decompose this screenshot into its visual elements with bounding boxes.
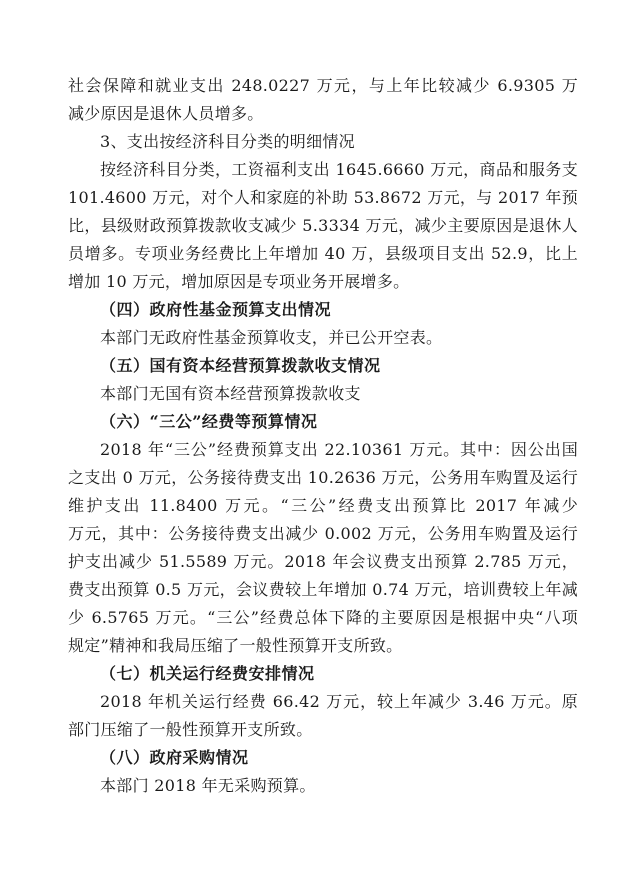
section-heading: （四）政府性基金预算支出情况 — [100, 300, 332, 319]
paragraph-line: 维护支出 11.8400 万元。“三公”经费支出预算比 2017 年减少 — [68, 496, 578, 515]
paragraph-line: 2018 年“三公”经费预算支出 22.10361 万元。其中：因公出国 — [100, 440, 578, 459]
paragraph-line: 101.4600 万元，对个人和家庭的补助 53.8672 万元，与 2017 年预 — [68, 188, 578, 207]
paragraph-line: 本部门无政府性基金预算收支，并已公开空表。 — [100, 328, 443, 347]
paragraph-line: 规定”精神和我局压缩了一般性预算开支所致。 — [68, 636, 403, 655]
paragraph-line: 比，县级财政预算拨款收支减少 5.3334 万元，减少主要原因是退休人 — [68, 216, 578, 235]
document-page — [68, 72, 578, 800]
paragraph-line: 护支出减少 51.5589 万元。2018 年会议费支出预算 2.785 万元， — [68, 552, 578, 571]
paragraph-line: 增加 10 万元，增加原因是专项业务开展增多。 — [68, 272, 410, 291]
section-heading: （八）政府采购情况 — [100, 748, 249, 767]
paragraph-line: 2018 年机关运行经费 66.42 万元，较上年减少 3.46 万元。原 — [100, 692, 578, 711]
paragraph-line: 万元，其中：公务接待费支出减少 0.002 万元，公务用车购置及运行 — [68, 524, 578, 543]
paragraph-line: 社会保障和就业支出 248.0227 万元，与上年比较减少 6.9305 万 — [68, 76, 578, 95]
paragraph-line: 员增多。专项业务经费比上年增加 40 万，县级项目支出 52.9，比上 — [68, 244, 578, 263]
paragraph-line: 部门压缩了一般性预算开支所致。 — [68, 720, 313, 739]
section-subtitle: 3、支出按经济科目分类的明细情况 — [100, 132, 355, 151]
paragraph-line: 本部门无国有资本经营预算拨款收支 — [100, 384, 361, 403]
paragraph-line: 按经济科目分类，工资福利支出 1645.6660 万元，商品和服务支 — [100, 160, 578, 179]
section-heading: （七）机关运行经费安排情况 — [100, 664, 315, 683]
section-heading: （六）“三公”经费等预算情况 — [100, 412, 318, 431]
paragraph-line: 之支出 0 万元，公务接待费支出 10.2636 万元，公务用车购置及运行 — [68, 468, 578, 487]
paragraph-line: 费支出预算 0.5 万元，会议费较上年增加 0.74 万元，培训费较上年减 — [68, 580, 578, 599]
paragraph-line: 减少原因是退休人员增多。 — [68, 104, 264, 123]
section-heading: （五）国有资本经营预算拨款收支情况 — [100, 356, 381, 375]
paragraph-line: 少 6.5765 万元。“三公”经费总体下降的主要原因是根据中央“八项 — [68, 608, 578, 627]
paragraph-line: 本部门 2018 年无采购预算。 — [100, 776, 316, 795]
